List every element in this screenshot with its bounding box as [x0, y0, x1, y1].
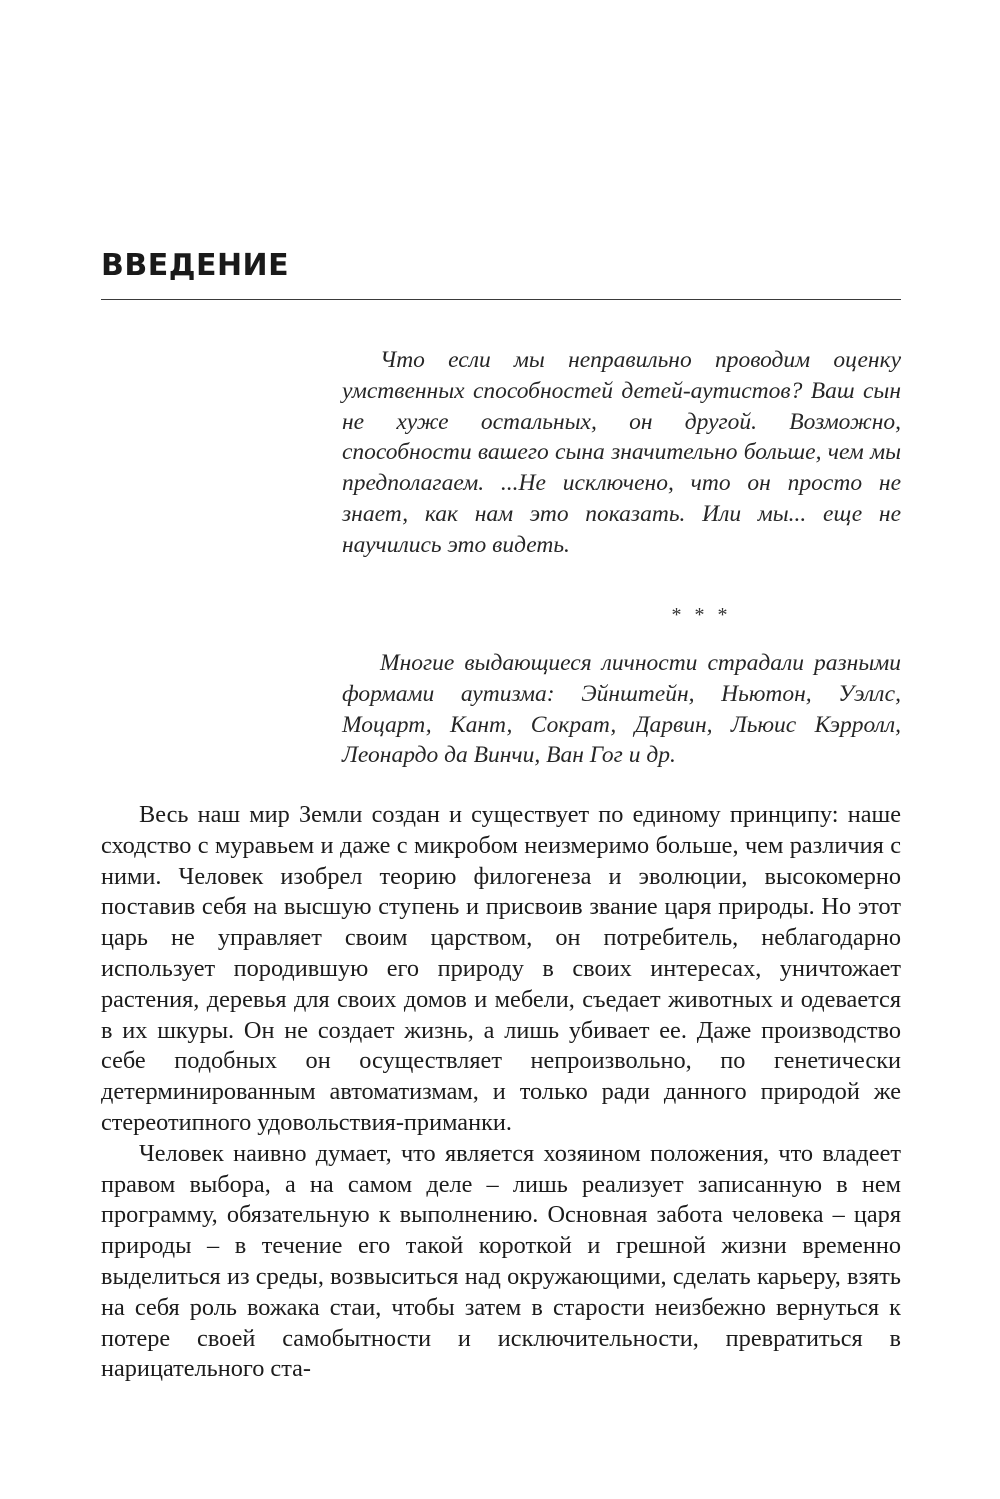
body-paragraph: Весь наш мир Земли создан и существует по единому принципу: наше сходство с муравьем и даже с микробом неизмеримо больше, чем различия с ними. Человек изобрел теорию филогенеза и эволюции, высокомерно поставив себя на высшую ступень и присвоив звание царя природы. Но этот царь не управляет своим царством, он потребитель, неблагодарно использует породившую его природу в своих интересах, уничтожает растения, деревья для своих домов и мебели, съедает животных и одевается в их шкуры. Он не создает жизнь, а лишь убивает ее. Даже производство себе подобных он осуществляет непроизвольно, по генетически детерминированным автоматизмам, и только ради данного природой же стереотипного удовольствия-приманки. [101, 801, 901, 1136]
epigraph-separator [342, 603, 901, 627]
epigraph-autism-assessment: Что если мы неправильно проводим оценку умственных способностей детей-аутистов? Ваш сын не хуже остальных, он другой. Возможно, способности вашего сына значительно больше, чем мы предполагаем. ...Не исключено, что он просто не знает, как нам это показать. Или мы... еще не научились это видеть. [342, 347, 901, 558]
body-text [101, 800, 901, 1385]
title-divider [101, 299, 901, 300]
separator-asterisks: * * * [671, 604, 732, 626]
chapter-title: ВВЕДЕНИЕ [101, 248, 290, 283]
epigraph-famous-people: Многие выдающиеся личности страдали разными формами аутизма: Эйнштейн, Ньютон, Уэллс, Моцарт, Кант, Сократ, Дарвин, Льюис Кэрролл, Леонардо да Винчи, Ван Гог и др. [342, 650, 901, 769]
body-paragraph: Человек наивно думает, что является хозяином положения, что владеет правом выбора, а на самом деле – лишь реализует записанную в нем программу, обязательную к выполнению. Основная забота человека – царя природы – в течение его такой короткой и грешной жизни временно выделиться из среды, возвыситься над окружающими, сделать карьеру, взять на себя роль вожака стаи, чтобы затем в старости неизбежно вернуться к потере своей самобытности и исключительности, превратиться в нарицательного ста- [101, 1139, 901, 1383]
